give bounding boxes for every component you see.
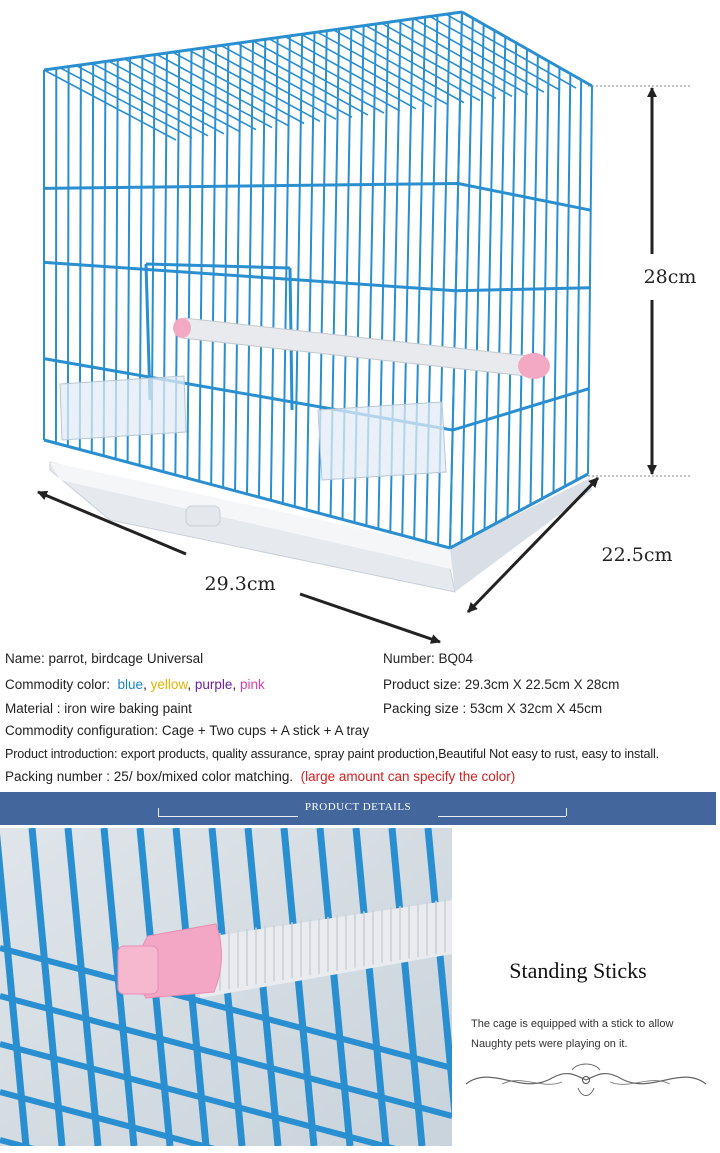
spec-packing-size: Packing size : 53cm X 32cm X 45cm [383, 701, 603, 716]
cage-stick [173, 318, 550, 379]
detail-desc-line2: Naughty pets were playing on it. [471, 1038, 628, 1050]
color-yellow: yellow [150, 677, 188, 692]
spec-configuration: Commodity configuration: Cage + Two cups + A stick + A tray [5, 723, 370, 738]
height-dimension [588, 86, 696, 476]
cage-wire-frame [44, 12, 592, 548]
spec-color: Commodity color: blue, yellow, purple, pink [5, 677, 265, 692]
detail-desc-line1: The cage is equipped with a stick to allow [471, 1018, 674, 1030]
packing-note-text: large amount can specify the color [305, 769, 511, 784]
spec-name: Name: parrot, birdcage Universal [5, 651, 204, 666]
packing-number-text: Packing number : 25/ box/mixed color matching. [5, 769, 294, 784]
spec-color-label: Commodity color: [5, 677, 111, 692]
color-blue: blue [117, 677, 144, 692]
detail-title: Standing Sticks [509, 958, 647, 983]
cage-cups [60, 376, 446, 480]
packing-note: (large amount can specify the color) [300, 769, 516, 784]
spec-product-size: Product size: 29.3cm X 22.5cm X 28cm [383, 677, 620, 692]
stick-closeup-image [0, 828, 452, 1146]
spec-number: Number: BQ04 [383, 651, 474, 666]
spec-packing-number [5, 769, 515, 784]
spec-introduction: Product introduction: export products, quality assurance, spray paint production,Beautiful Not easy to rust, easy to install. [5, 747, 659, 761]
banner-left-line [158, 816, 298, 817]
depth-label: 22.5cm [601, 544, 673, 566]
cage-tray [50, 462, 592, 592]
color-pink: pink [239, 677, 265, 692]
banner-right-tick [566, 808, 567, 816]
color-purple: purple [194, 677, 233, 692]
decorative-flourish-icon [462, 1058, 710, 1100]
banner-title: PRODUCT DETAILS [304, 801, 412, 813]
banner-right-line [438, 816, 566, 817]
product-details-banner [0, 792, 716, 825]
width-label: 29.3cm [204, 573, 276, 595]
height-label: 28cm [643, 266, 697, 288]
spec-material: Material : iron wire baking paint [5, 701, 192, 716]
